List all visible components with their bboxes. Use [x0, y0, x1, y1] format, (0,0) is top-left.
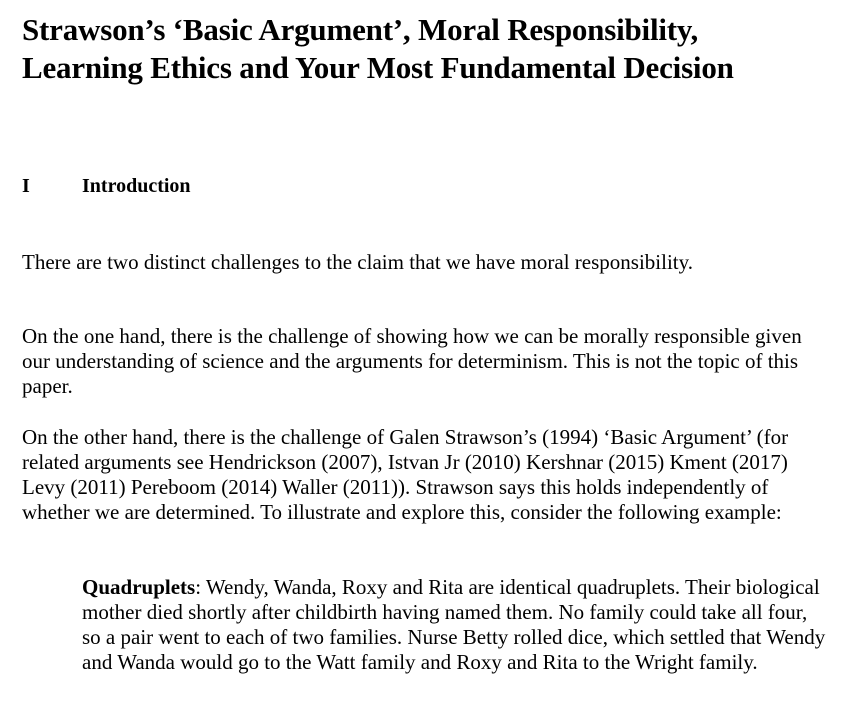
paper-title: Strawson’s ‘Basic Argument’, Moral Responsibility, Learning Ethics and Your Most Fundamental Decision — [22, 12, 734, 85]
example-text: : Wendy, Wanda, Roxy and Rita are identical quadruplets. Their biological mother died shortly after childbirth having named them. No family could take all four, so a pair went to each of two families. Nurse Betty rolled dice, which settled that Wendy and Wanda would go to the Watt family and Roxy and Rita to the Wright family. — [82, 575, 826, 674]
section-number: I — [22, 175, 30, 197]
section-title: Introduction — [82, 175, 191, 197]
section-heading — [22, 173, 191, 199]
paragraph-basic-argument: On the other hand, there is the challenge of Galen Strawson’s (1994) ‘Basic Argument’ (for related arguments see Hendrickson (2007), Istvan Jr (2010) Kershnar (2015) Kment (2017) Levy (2011) Pereboom (2014) Waller (2011)). Strawson says this holds independently of whether we are determined. To illustrate and explore this, consider the following example: — [22, 425, 789, 524]
paragraph-determinism: On the one hand, there is the challenge of showing how we can be morally responsible given our understanding of science and the arguments for determinism. This is not the topic of this paper. — [22, 324, 802, 398]
example-term: Quadruplets — [82, 575, 196, 599]
quadruplets-example — [82, 575, 827, 675]
paragraph-challenges: There are two distinct challenges to the claim that we have moral responsibility. — [22, 250, 694, 274]
